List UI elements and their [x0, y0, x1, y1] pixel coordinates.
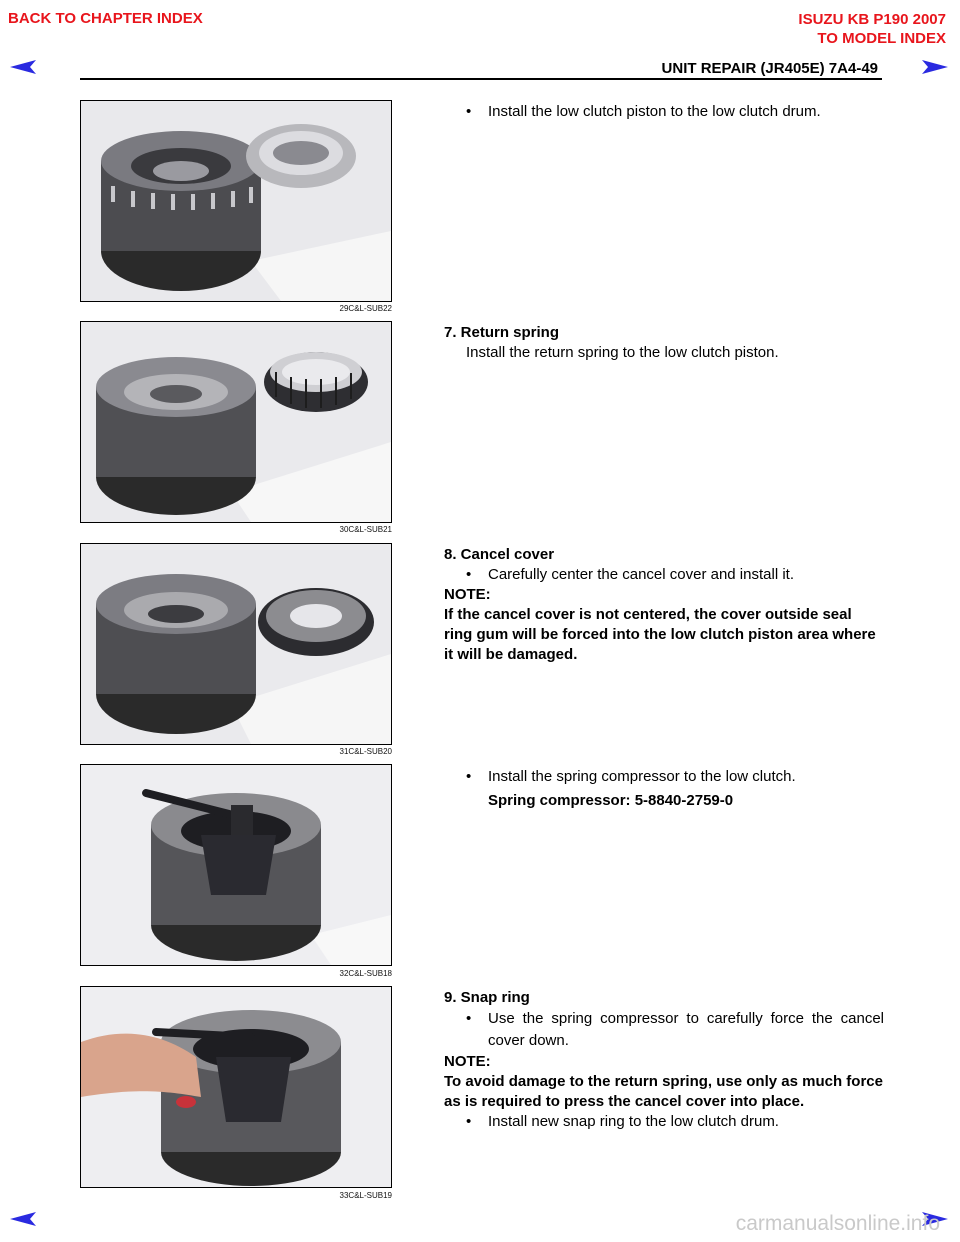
- step-return-spring-block: [444, 323, 884, 363]
- back-to-chapter-index-link[interactable]: BACK TO CHAPTER INDEX: [8, 10, 203, 27]
- watermark: carmanualsonline.info: [735, 1212, 940, 1235]
- figure-photo-3: [80, 543, 392, 745]
- step-cancel-cover-heading: 8. Cancel cover: [444, 546, 555, 563]
- figure-photo-5: [80, 986, 392, 1188]
- step-piston-block: [444, 102, 884, 122]
- bullet-icon: •: [466, 566, 472, 583]
- figure-caption-4: 32C&L-SUB18: [339, 969, 392, 978]
- note-text: To avoid damage to the return spring, use only as much force as is required to press the cancel cover into place.: [444, 1073, 883, 1110]
- figure-photo-1: [80, 100, 392, 302]
- figure-photo-2: [80, 321, 392, 523]
- prev-page-arrow-icon[interactable]: [10, 60, 36, 74]
- note-label: NOTE:: [444, 586, 491, 603]
- step-snap-ring-bullet-1: [444, 1008, 884, 1052]
- prev-page-arrow-icon[interactable]: [10, 1212, 36, 1226]
- figure-caption-5: 33C&L-SUB19: [339, 1191, 392, 1200]
- model-index-link[interactable]: TO MODEL INDEX: [817, 30, 946, 47]
- model-title-link[interactable]: ISUZU KB P190 2007: [798, 11, 946, 28]
- step-return-spring-heading: 7. Return spring: [444, 324, 560, 341]
- bullet-icon: •: [466, 1010, 472, 1027]
- step-piston-text: Install the low clutch piston to the low clutch drum.: [488, 103, 821, 120]
- step-snap-ring-bullet-1-text: Use the spring compressor to carefully force the cancel cover down.: [488, 1010, 884, 1049]
- figure-photo-4: [80, 764, 392, 966]
- bullet-icon: •: [466, 768, 472, 785]
- step-cancel-cover-block: [444, 545, 884, 665]
- figure-caption-2: 30C&L-SUB21: [339, 525, 392, 534]
- bullet-icon: •: [466, 1113, 472, 1130]
- step-piston-bullet: [444, 102, 884, 122]
- step-cancel-cover-bullet: [444, 565, 884, 585]
- step-cancel-cover-bullet-text: Carefully center the cancel cover and install it.: [488, 566, 794, 583]
- step-snap-ring-heading: 9. Snap ring: [444, 989, 530, 1006]
- step-compressor-text: Install the spring compressor to the low clutch.: [488, 768, 796, 785]
- header-divider: [80, 78, 882, 80]
- note-label: NOTE:: [444, 1053, 491, 1070]
- figure-caption-1: 29C&L-SUB22: [339, 304, 392, 313]
- step-snap-ring-bullet-2: [444, 1112, 884, 1132]
- step-snap-ring-bullet-2-text: Install new snap ring to the low clutch drum.: [488, 1113, 779, 1130]
- figure-caption-3: 31C&L-SUB20: [339, 747, 392, 756]
- step-snap-ring-block: [444, 988, 884, 1132]
- next-page-arrow-icon[interactable]: [922, 60, 948, 74]
- tool-spec: Spring compressor: 5-8840-2759-0: [488, 792, 734, 809]
- bullet-icon: •: [466, 103, 472, 120]
- note-text: If the cancel cover is not centered, the cover outside seal ring gum will be forced into the low clutch piston area where it will be damaged.: [444, 606, 876, 663]
- step-compressor-block: [444, 767, 884, 811]
- step-compressor-bullet: [444, 767, 884, 787]
- step-return-spring-text: Install the return spring to the low clutch piston.: [466, 344, 779, 361]
- page-header-title: UNIT REPAIR (JR405E) 7A4-49: [661, 60, 878, 77]
